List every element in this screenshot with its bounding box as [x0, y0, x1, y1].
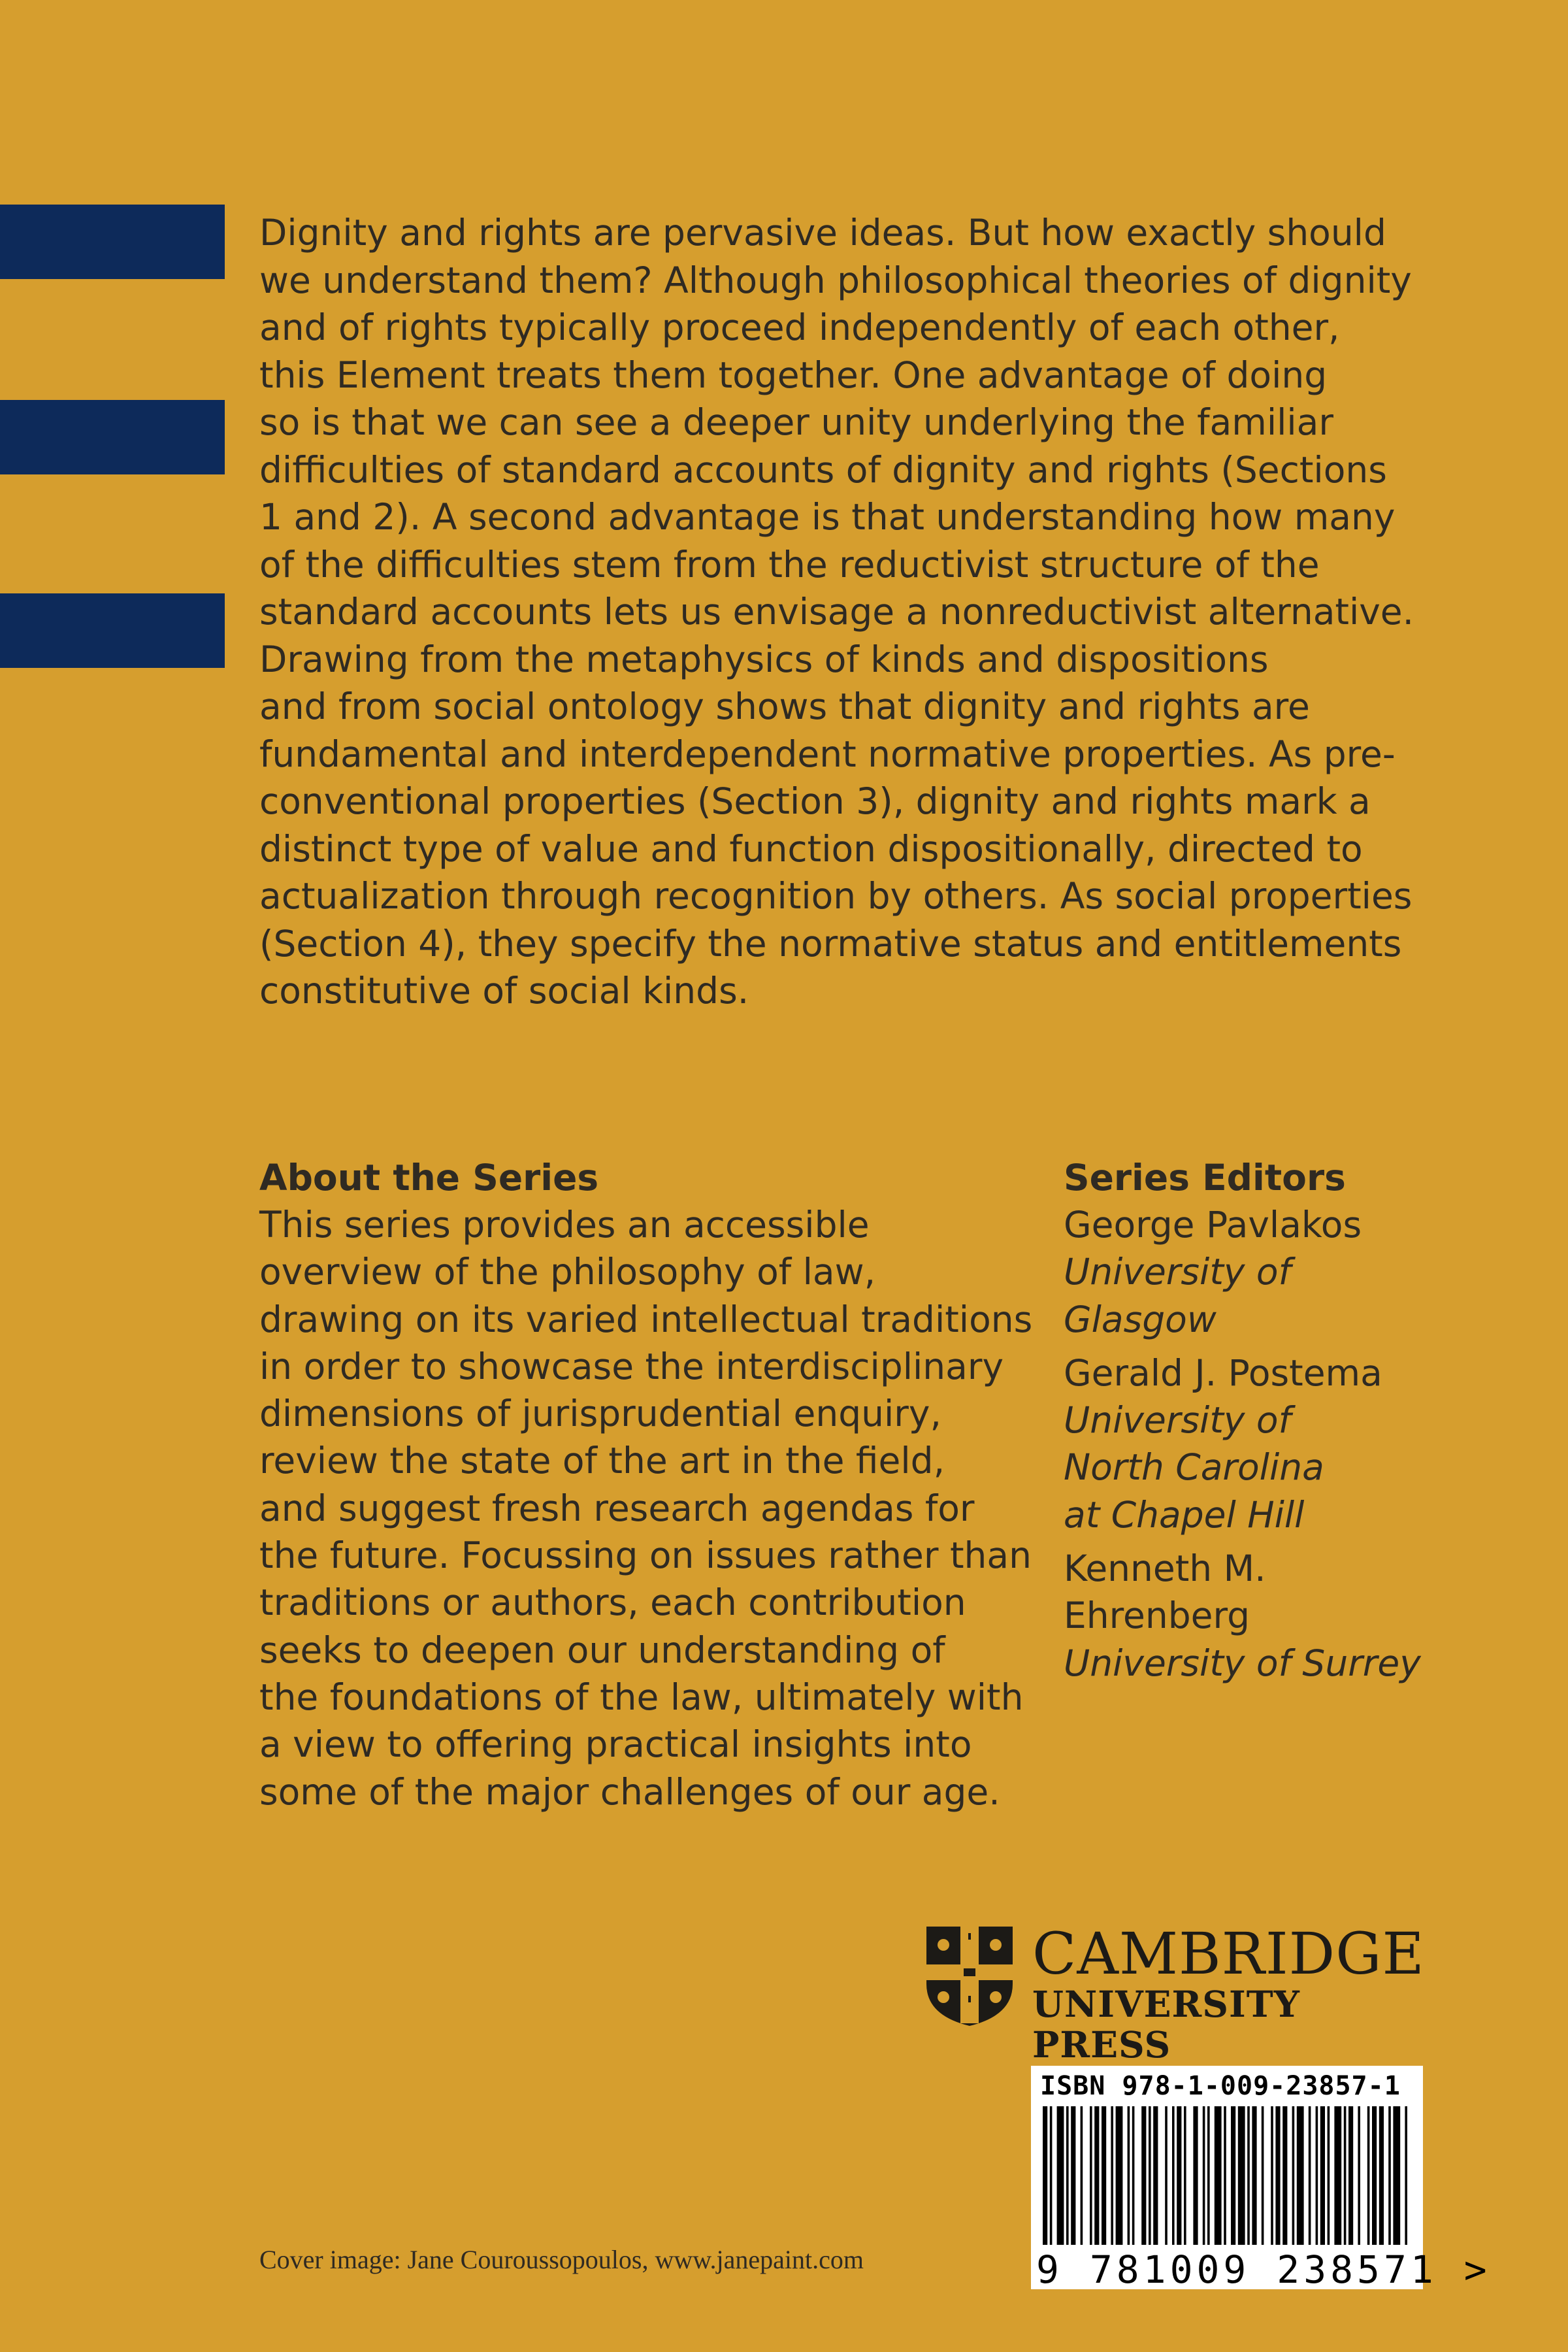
- blurb-line: difficulties of standard accounts of dignity and rights (Sections: [259, 448, 1387, 491]
- barcode-bar: [1379, 2106, 1384, 2245]
- barcode-bar: [1057, 2106, 1064, 2245]
- barcode-bar: [1149, 2106, 1151, 2245]
- barcode-bar: [1252, 2106, 1256, 2245]
- barcode-bar: [1320, 2106, 1325, 2245]
- barcode-bar: [1292, 2106, 1295, 2245]
- publisher-name: [1032, 1920, 1427, 2066]
- book-blurb: [259, 209, 1435, 1015]
- cover-image-credit: Cover image: Jane Couroussopoulos, www.janepaint.com: [259, 2245, 864, 2274]
- barcode-bar: [1328, 2106, 1330, 2245]
- barcode-bar: [1081, 2106, 1083, 2245]
- series-editors: [1064, 1154, 1521, 1693]
- barcode-bar: [1071, 2106, 1075, 2245]
- editor-affiliation: University of: [1064, 1399, 1291, 1442]
- barcode-bar: [1348, 2106, 1353, 2245]
- barcode-bar: [1224, 2106, 1226, 2245]
- barcode-bar: [1358, 2106, 1360, 2245]
- isbn-number: ISBN 978-1-009-23857-1: [1040, 2071, 1401, 2101]
- editor-name: George Pavlakos: [1064, 1204, 1362, 1246]
- blurb-line: fundamental and interdependent normative properties. As pre-: [259, 733, 1396, 775]
- blurb-line: 1 and 2). A second advantage is that understanding how many: [259, 496, 1396, 538]
- barcode-bar: [1090, 2106, 1092, 2245]
- barcode-bar: [1102, 2106, 1106, 2245]
- barcode-bar: [1184, 2106, 1186, 2245]
- barcode-bar: [1393, 2106, 1400, 2245]
- barcode-bar: [1316, 2106, 1318, 2245]
- barcode-bar: [1043, 2106, 1047, 2245]
- barcode-bar: [1177, 2106, 1181, 2245]
- barcode-bar: [1215, 2106, 1222, 2245]
- barcode-bar: [1066, 2106, 1069, 2245]
- barcode-bar: [1111, 2106, 1113, 2245]
- isbn-barcode: [1031, 2066, 1491, 2292]
- decorative-bar-2: [0, 400, 225, 474]
- editor-entry: [1064, 1350, 1521, 1538]
- about-line: traditions or authors, each contribution: [259, 1582, 966, 1624]
- barcode-bar: [1388, 2106, 1391, 2245]
- blurb-line: and from social ontology shows that dignity and rights are: [259, 686, 1310, 727]
- about-the-series: [259, 1154, 1056, 1815]
- about-text: [259, 1201, 1056, 1815]
- about-line: the foundations of the law, ultimately with: [259, 1676, 1024, 1718]
- barcode-bar: [1344, 2106, 1347, 2245]
- barcode-bar: [1172, 2106, 1175, 2245]
- publisher-line-2: UNIVERSITY PRESS: [1032, 1983, 1300, 2066]
- about-line: seeks to deepen our understanding of: [259, 1629, 945, 1671]
- blurb-line: this Element treats them together. One advantage of doing: [259, 354, 1328, 396]
- editor-name: Gerald J. Postema: [1064, 1351, 1382, 1394]
- blurb-line: standard accounts lets us envisage a nonreductivist alternative.: [259, 591, 1414, 633]
- ean-number: 9 781009 238571 >: [1036, 2247, 1491, 2292]
- barcode-bar: [1297, 2106, 1304, 2245]
- barcode-bar: [1372, 2106, 1377, 2245]
- shield-icon: [924, 1924, 1015, 2029]
- blurb-line: actualization through recognition by others. As social properties: [259, 875, 1413, 917]
- editor-name: Ehrenberg: [1064, 1595, 1250, 1637]
- barcode-bar: [1203, 2106, 1205, 2245]
- blurb-line: Dignity and rights are pervasive ideas. But how exactly should: [259, 212, 1386, 254]
- barcode-bar: [1141, 2106, 1146, 2245]
- barcode-bar: [1247, 2106, 1250, 2245]
- about-line: drawing on its varied intellectual traditions: [259, 1298, 1033, 1340]
- editor-name: Kenneth M.: [1064, 1548, 1266, 1590]
- editors-heading: Series Editors: [1064, 1157, 1346, 1199]
- barcode-bar: [1275, 2106, 1280, 2245]
- about-line: a view to offering practical insights into: [259, 1723, 972, 1766]
- barcode-bar: [1309, 2106, 1311, 2245]
- blurb-line: we understand them? Although philosophical theories of dignity: [259, 259, 1412, 301]
- barcode-bar: [1153, 2106, 1158, 2245]
- about-line: and suggest fresh research agendas for: [259, 1487, 975, 1529]
- barcode-bar: [1367, 2106, 1370, 2245]
- blurb-line: of the difficulties stem from the reductivist structure of the: [259, 543, 1320, 586]
- about-line: overview of the philosophy of law,: [259, 1251, 876, 1293]
- barcode-bar: [1262, 2106, 1264, 2245]
- blurb-line: constitutive of social kinds.: [259, 970, 749, 1012]
- decorative-bar-3: [0, 593, 225, 668]
- cambridge-university-press-logo: [924, 1920, 1427, 2066]
- barcode-bar: [1282, 2106, 1287, 2245]
- barcode-icon: [1040, 2106, 1414, 2245]
- blurb-line: and of rights typically proceed independently of each other,: [259, 306, 1340, 348]
- blurb-line: (Section 4), they specify the normative status and entitlements: [259, 922, 1402, 965]
- editor-affiliation: Glasgow: [1064, 1298, 1217, 1340]
- about-line: review the state of the art in the field,: [259, 1440, 945, 1482]
- barcode-bar: [1193, 2106, 1198, 2245]
- publisher-line-1: CAMBRIDGE: [1032, 1920, 1425, 1987]
- editor-entry: [1064, 1545, 1521, 1687]
- about-heading: About the Series: [259, 1157, 599, 1199]
- barcode-bar: [1271, 2106, 1273, 2245]
- barcode-bar: [1132, 2106, 1135, 2245]
- about-line: in order to showcase the interdisciplinary: [259, 1345, 1004, 1387]
- blurb-line: conventional properties (Section 3), dignity and rights mark a: [259, 780, 1371, 822]
- about-line: the future. Focussing on issues rather than: [259, 1534, 1032, 1577]
- barcode-bar: [1094, 2106, 1099, 2245]
- about-line: This series provides an accessible: [259, 1204, 870, 1246]
- barcode-bar: [1238, 2106, 1245, 2245]
- barcode-bar: [1231, 2106, 1235, 2245]
- blurb-line: distinct type of value and function dispositionally, directed to: [259, 827, 1363, 870]
- barcode-bar: [1405, 2106, 1407, 2245]
- decorative-bar-1: [0, 205, 225, 279]
- barcode-bar: [1116, 2106, 1123, 2245]
- editor-affiliation: North Carolina: [1064, 1446, 1324, 1489]
- barcode-bar: [1128, 2106, 1130, 2245]
- barcode-bar: [1334, 2106, 1341, 2245]
- about-line: some of the major challenges of our age.: [259, 1770, 1000, 1813]
- editor-entry: [1064, 1201, 1521, 1343]
- blurb-line: so is that we can see a deeper unity underlying the familiar: [259, 401, 1333, 443]
- editor-affiliation: at Chapel Hill: [1064, 1493, 1305, 1536]
- about-line: dimensions of jurisprudential enquiry,: [259, 1393, 941, 1435]
- barcode-bar: [1050, 2106, 1053, 2245]
- editor-affiliation: University of Surrey: [1064, 1642, 1421, 1684]
- barcode-bar: [1207, 2106, 1210, 2245]
- barcode-bar: [1165, 2106, 1168, 2245]
- editor-affiliation: University of: [1064, 1251, 1291, 1293]
- blurb-line: Drawing from the metaphysics of kinds and dispositions: [259, 638, 1269, 680]
